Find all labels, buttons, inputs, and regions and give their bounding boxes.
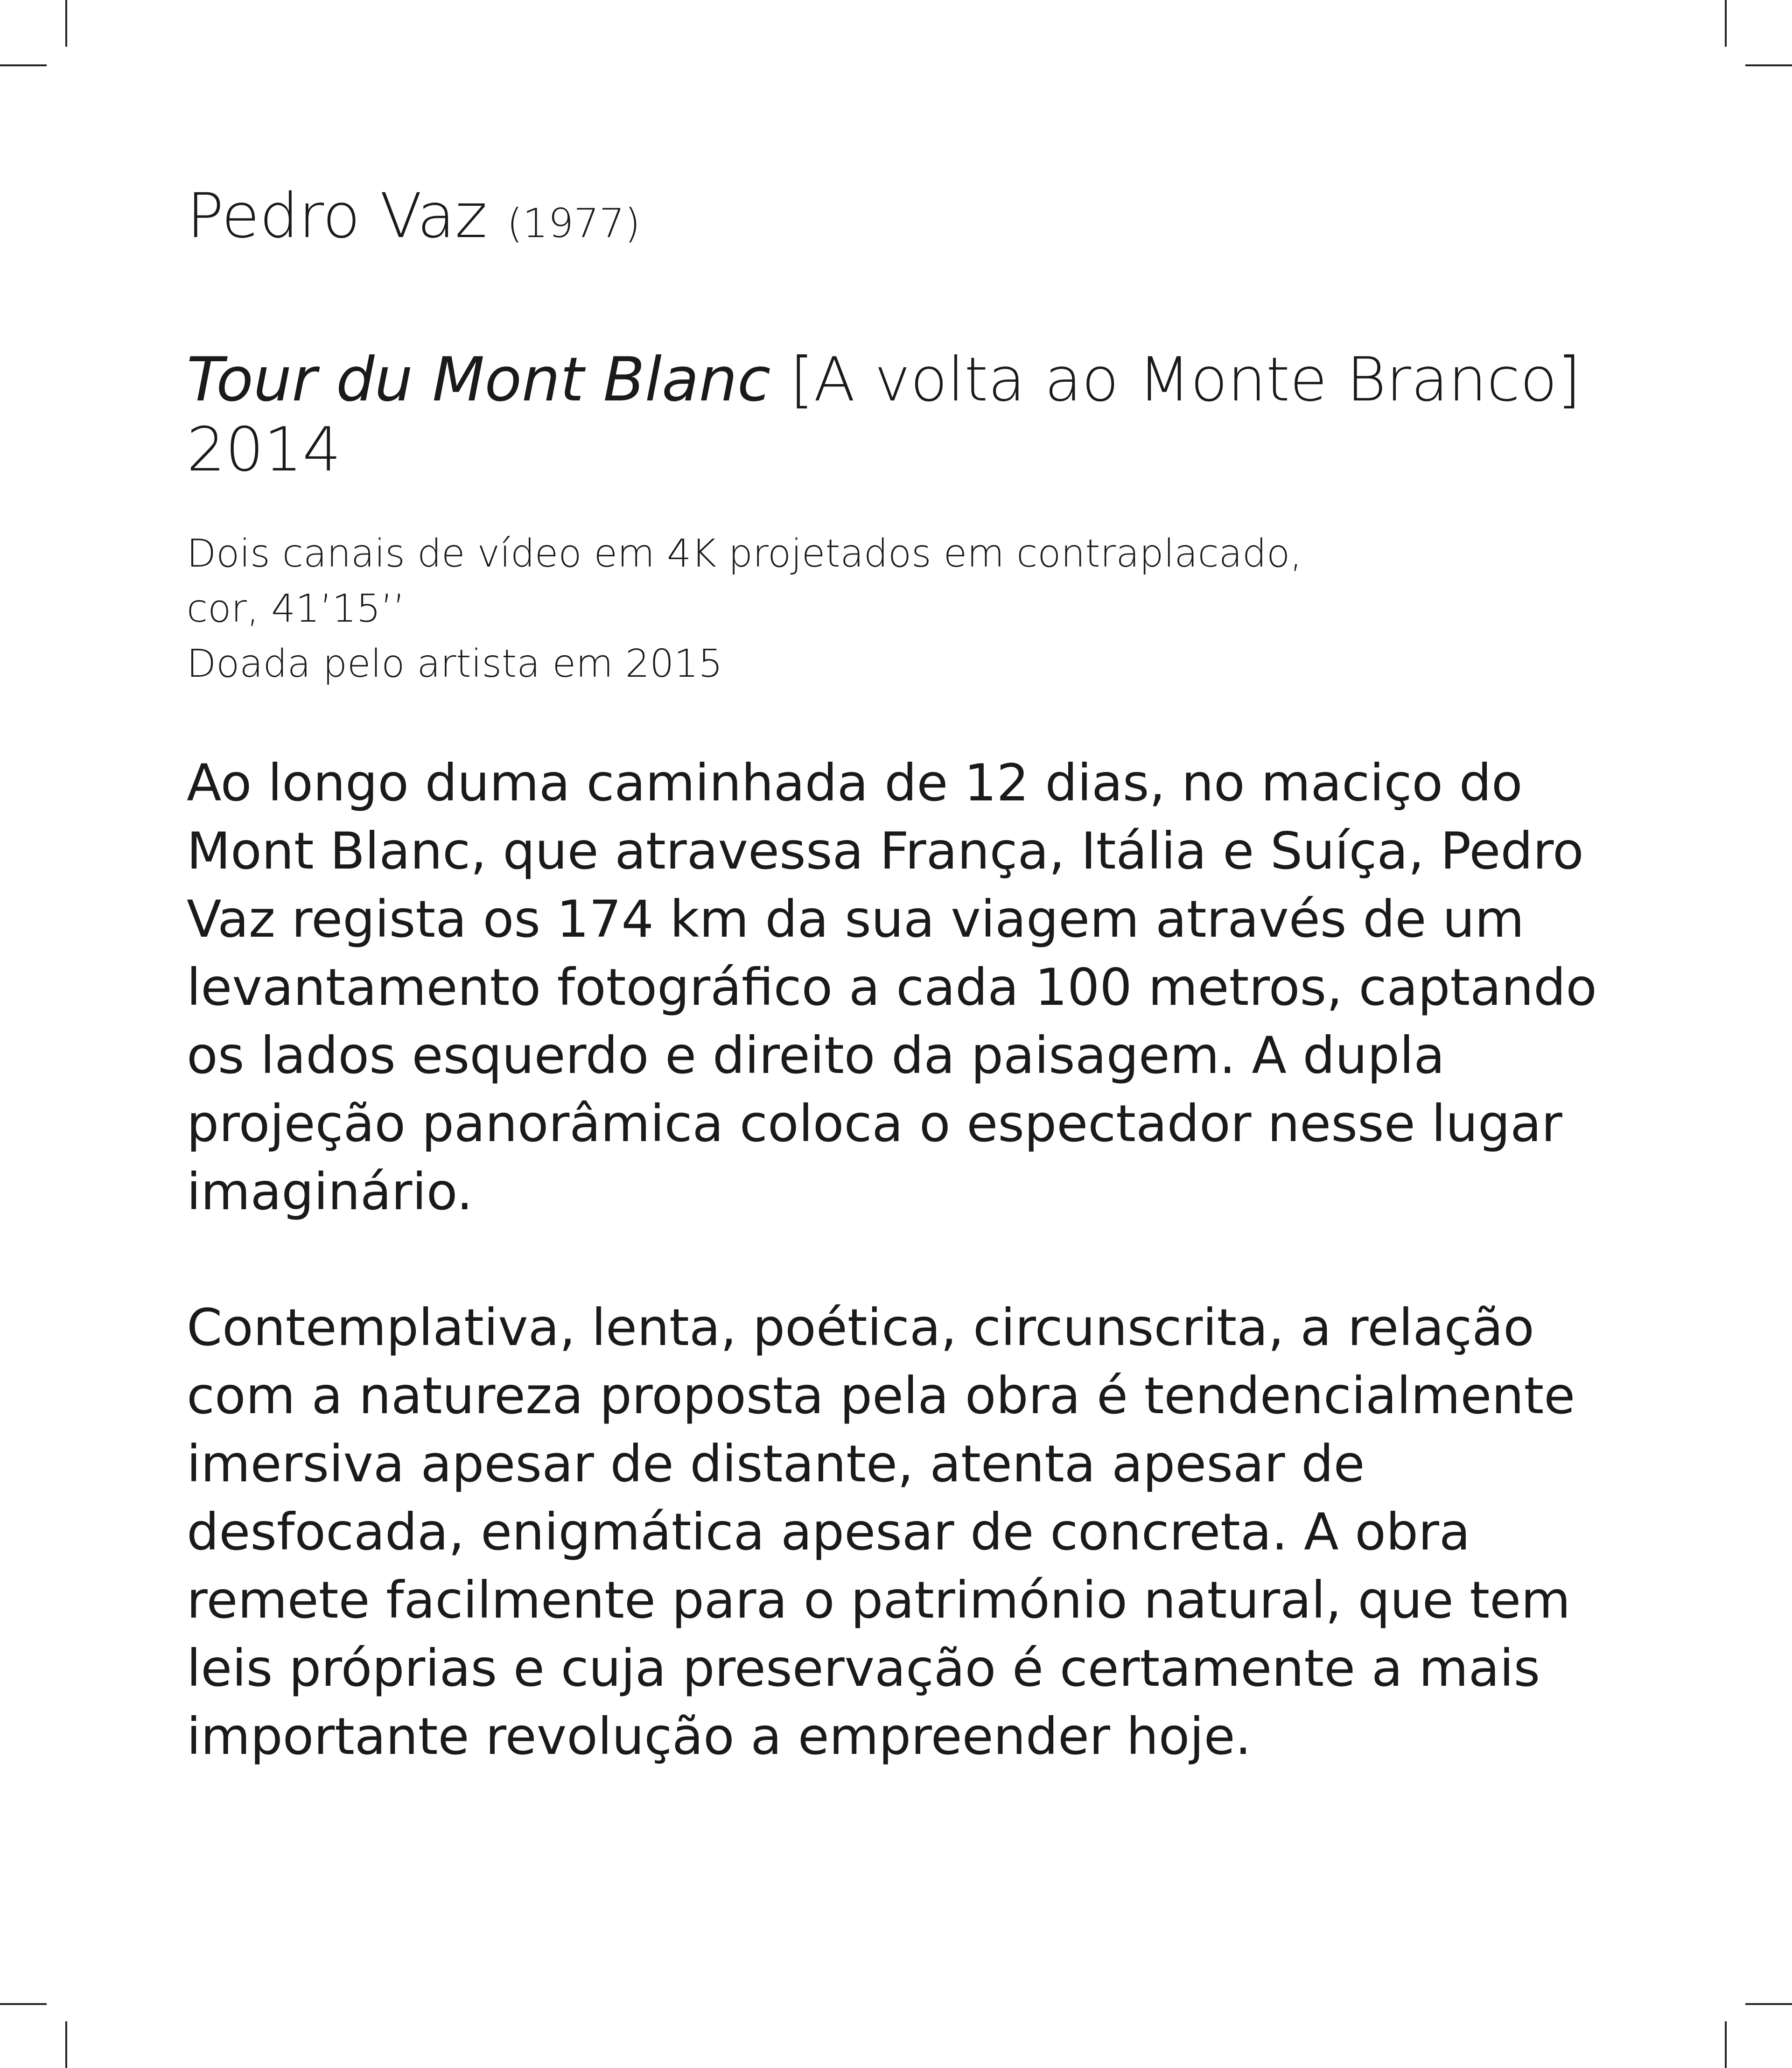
work-year: 2014 <box>187 414 341 485</box>
crop-mark-bottom-left-vertical <box>65 2021 67 2068</box>
work-title-translation: [A volta ao Monte Branco] <box>790 344 1581 415</box>
crop-mark-top-right-vertical <box>1725 0 1727 47</box>
paragraph-line: projeção panorâmica coloca o espectador nesse lugar <box>187 1094 1562 1153</box>
work-medium-line-2: cor, 41’15’’ <box>187 587 405 631</box>
description-paragraph-1 <box>187 749 1597 1226</box>
work-medium-line-1: Dois canais de vídeo em 4K projetados em contraplacado, <box>187 532 1302 576</box>
description-paragraph-2 <box>187 1294 1575 1771</box>
crop-mark-bottom-right-horizontal <box>1745 2003 1792 2005</box>
work-provenance: Doada pelo artista em 2015 <box>187 642 723 686</box>
work-title: Tour du Mont Blanc <box>187 344 771 415</box>
crop-mark-bottom-right-vertical <box>1725 2021 1727 2068</box>
paragraph-line: os lados esquerdo e direito da paisagem. A dupla <box>187 1026 1445 1085</box>
paragraph-line: importante revolução a empreender hoje. <box>187 1707 1252 1766</box>
paragraph-line: remete facilmente para o património natural, que tem <box>187 1570 1571 1630</box>
paragraph-line: Ao longo duma caminhada de 12 dias, no maciço do <box>187 753 1523 813</box>
artist-years: (1977) <box>507 200 641 247</box>
artist-name: Pedro Vaz <box>187 180 488 252</box>
paragraph-line: leis próprias e cuja preservação é certamente a mais <box>187 1639 1540 1698</box>
crop-mark-top-right-horizontal <box>1745 64 1792 66</box>
crop-mark-bottom-left-horizontal <box>0 2003 47 2005</box>
artist-heading <box>187 179 640 261</box>
paragraph-line: imaginário. <box>187 1162 473 1221</box>
paragraph-line: Contemplativa, lenta, poética, circunscrita, a relação <box>187 1298 1534 1357</box>
paragraph-line: Vaz regista os 174 km da sua viagem através de um <box>187 890 1525 949</box>
work-title-block <box>187 344 1581 484</box>
paragraph-line: levantamento fotográfico a cada 100 metros, captando <box>187 958 1597 1017</box>
paragraph-line: com a natureza proposta pela obra é tendencialmente <box>187 1366 1575 1425</box>
paragraph-line: imersiva apesar de distante, atenta apesar de <box>187 1434 1365 1493</box>
paragraph-line: Mont Blanc, que atravessa França, Itália e Suíça, Pedro <box>187 821 1584 881</box>
crop-mark-top-left-horizontal <box>0 64 47 66</box>
crop-mark-top-left-vertical <box>65 0 67 47</box>
work-details <box>187 526 1302 692</box>
paragraph-line: desfocada, enigmática apesar de concreta. A obra <box>187 1502 1470 1562</box>
